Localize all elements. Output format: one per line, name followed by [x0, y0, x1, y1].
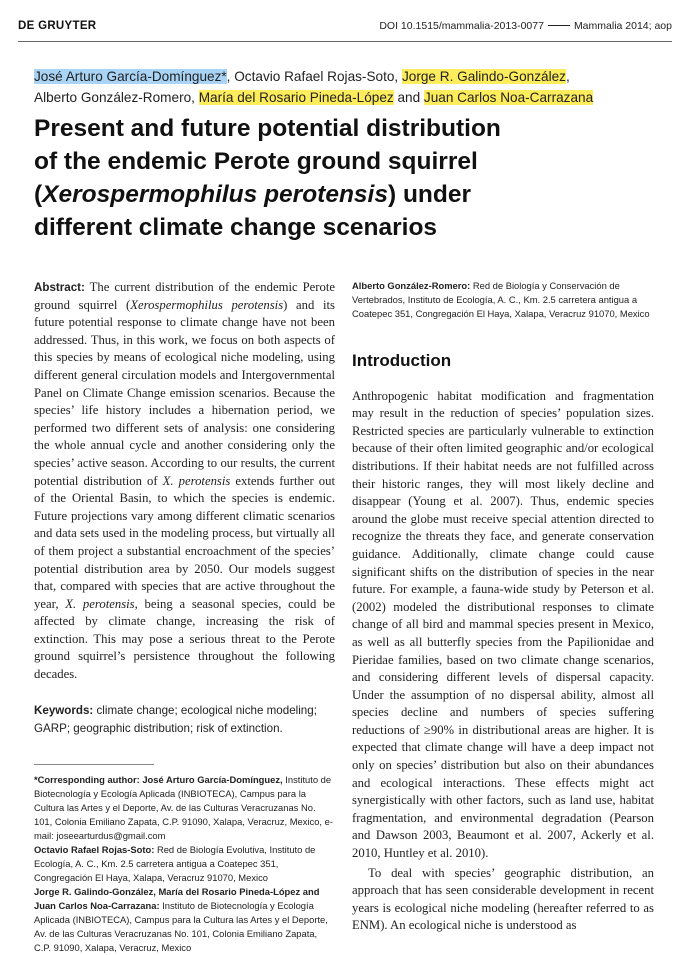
abstract-text-1: The current distribution of the endemic Perote ground squirrel (: [34, 280, 335, 312]
abstract-species-2: X. perotensis: [162, 473, 231, 488]
abstract-text-4: , being a seasonal species, could be affected by climate change, increasing the risk of extinction. This may pose a serious threat to the Perote ground squirrel’s persistence throughout the following decades.: [34, 596, 336, 682]
footnote-rule: [34, 764, 154, 765]
title-line-3-close: ) under: [387, 181, 472, 208]
author-sep-4: ,: [191, 90, 199, 105]
keywords: [34, 702, 335, 738]
publisher-brand: DE GRUYTER: [18, 20, 97, 32]
gonzalez-romero-affiliation: [352, 279, 654, 322]
abstract-label: Abstract:: [34, 281, 85, 294]
header-rule: [18, 41, 672, 42]
author-sep-2: ,: [394, 69, 402, 84]
author-2[interactable]: Octavio Rafael Rojas-Soto: [234, 69, 395, 84]
title-line-1: Present and future potential distribution: [34, 115, 501, 142]
author-list: [34, 66, 674, 108]
keywords-text: climate change; ecological niche modeling; GARP; geographic distribution; risk of extinction.: [34, 703, 317, 735]
keywords-label: Keywords:: [34, 703, 94, 717]
abstract-species-1: Xerospermophilus perotensis: [130, 297, 284, 312]
introduction-heading: Introduction: [352, 350, 452, 370]
corr-text: Instituto de Biotecnología y Ecología Aplicada (INBIOTECA), Campus para la Cultura las Artes y el Deporte, Av. de las Culturas Veracruzanas No. 101, Colonia Emiliano Zapata, C.P. 91090, Xalapa, Veracruz, Mexico, e-mail: joseearturdus@gmail.com: [34, 773, 333, 841]
rojas-soto-note: [34, 843, 335, 885]
title-line-3-open: (: [34, 181, 43, 208]
abstract: [34, 279, 335, 684]
author-sep-3: ,: [565, 69, 570, 84]
right-column: [352, 279, 654, 935]
author-3[interactable]: Jorge R. Galindo-González: [401, 69, 566, 84]
footnotes: [34, 773, 335, 955]
intro-paragraph-1: Anthropogenic habitat modification and fragmentation may result in the reduction of species’ population sizes. Restricted species are particularly vulnerable to extinction because of their often limited geographic and/or ecological distributions. If their habitat needs are not fulfilled across their historic ranges, they will most likely decline and disappear (Young et al. 2007). Thus, endemic species around the globe must receive special attention directed to recognize the threats they face, and generate conservation guidance. Additionally, climate change could cause significant shifts on the distribution of species in the near future. For example, a fauna-wide study by Peterson et al. (2002) modeled the distributional responses to climate change of all bird and mammal species present in Mexico, as well as all butterfly species from the Papilionidae and Pieridae families, based on two climate change scenarios, and considering different levels of dispersal capacity. Under the assumption of no dispersal ability, almost all species decline and numbers of species suffering reductions of ≥90% in distributional areas are higher. It is expected that climate change will have a deep impact not only on species’ distribution but also on their abundances and ecological interactions. These effects might act synergistically with other factors, such as land use, habitat fragmentation, and environmental degradation (Pearson and Dawson 2003, Beaumont et al. 2007, Ackerly et al. 2010, Huntley et al. 2010).: [352, 388, 654, 861]
ors-text: Red de Biología Evolutiva, Instituto de Ecología, A. C., Km. 2.5 carretera antigua a Coatepec 351, Congregación El Haya, Xalapa, Veracruz 91070, Mexico: [34, 843, 316, 883]
author-sep-1: ,: [226, 69, 235, 84]
grp-label: Jorge R. Galindo-González, María del Rosario Pineda-López and Juan Carlos Noa-Carrazana:: [34, 885, 320, 911]
corr-label: *Corresponding author: José Arturo García-Domínguez,: [34, 773, 283, 785]
left-column: [34, 279, 335, 955]
abstract-species-3: X. perotensis: [65, 596, 135, 611]
author-sep-5: and: [393, 90, 424, 105]
corresponding-author-note: [34, 773, 335, 843]
header-meta: [379, 20, 672, 32]
header-dash: [548, 25, 570, 26]
journal-info: Mammalia 2014; aop: [573, 20, 672, 32]
aff-label: Alberto González-Romero:: [352, 280, 471, 291]
running-header: [18, 18, 672, 38]
aff-text: Red de Biología y Conservación de Vertebrados, Instituto de Ecología, A. C., Km. 2.5 carretera antigua a Coatepec 351, Congregación El Haya, Xalapa, Veracruz 91070, Mexico: [352, 280, 650, 320]
group-affiliation-note: [34, 885, 335, 955]
ors-label: Octavio Rafael Rojas-Soto:: [34, 843, 155, 855]
article-title: [34, 112, 674, 244]
title-line-2: of the endemic Perote ground squirrel: [34, 148, 478, 175]
title-species-name: Xerospermophilus perotensis: [42, 181, 388, 208]
title-line-4: different climate change scenarios: [34, 214, 438, 241]
author-1[interactable]: José Arturo García-Domínguez*: [34, 69, 227, 84]
author-4[interactable]: Alberto González-Romero: [34, 90, 192, 105]
doi-text[interactable]: DOI 10.1515/mammalia-2013-0077: [379, 20, 544, 32]
author-5[interactable]: María del Rosario Pineda-López: [198, 90, 394, 105]
abstract-text-2: ) and its future potential response to climate change have not been addressed. Thus, in this work, we focus on both aspects of this species by means of ecological niche modeling, using different general circulation models and Intergovernmental Panel on Climate Change emission scenarios. Because the species’ life history includes a hibernation period, we performed two different sets of analysis: one considering the whole annual cycle and another considering only the species’ active season. According to our results, the current potential distribution of: [34, 297, 335, 488]
author-6[interactable]: Juan Carlos Noa-Carrazana: [423, 90, 594, 105]
abstract-text-3: extends further out of the Oriental Basin, to which the species is endemic. Future projections vary among different climatic scenarios and data sets used in the modeling process, but virtually all of them project a substantial encroachment of the species’ potential distribution area by 2050. Our models suggest that, compared with species that are active throughout the year,: [34, 473, 335, 611]
grp-text: Instituto de Biotecnología y Ecología Aplicada (INBIOTECA), Campus para la Cultura las Artes y el Deporte, Av. de las Culturas Veracruzanas No. 101, Colonia Emiliano Zapata, C.P. 91090, Xalapa, Veracruz, Mexico: [34, 899, 328, 953]
intro-paragraph-2: To deal with species’ geographic distribution, an approach that has seen considerable development in recent years is ecological niche modeling (hereafter referred to as ENM). An ecological niche is understood as: [352, 865, 654, 933]
